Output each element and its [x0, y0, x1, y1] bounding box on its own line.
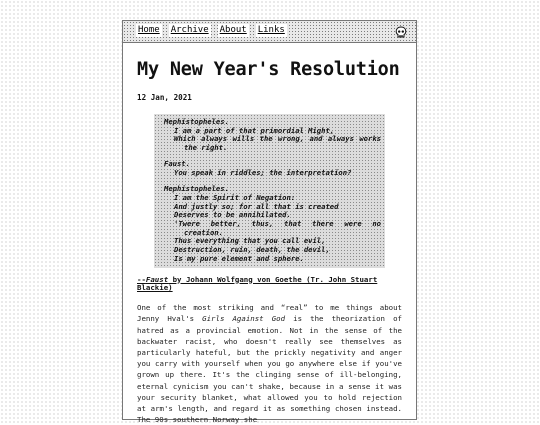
nav-links [136, 24, 287, 37]
quote-speaker: Faust. [164, 159, 190, 169]
quote-stanza [164, 160, 381, 177]
skull-icon[interactable] [395, 24, 407, 37]
page-card [122, 20, 417, 425]
paragraph-text: One of the most striking and “real” to me things about Jenny Hval's [137, 303, 402, 324]
quote-stanza [164, 118, 381, 153]
quote-speaker: Mephistopheles. [164, 117, 229, 126]
attribution-author: by Johann Wolfgang von Goethe (Tr. John Stuart Blackie) [137, 274, 378, 293]
quote-line: Thus everything that you call evil, [174, 236, 326, 246]
quote-line: Deserves to be annihilated. [174, 210, 291, 220]
post-content [123, 43, 416, 425]
nav-links-link[interactable]: Links [257, 25, 285, 35]
attribution-prefix: -- [137, 274, 146, 284]
quote-line: I am a part of that primordial Might, [174, 125, 335, 135]
paragraph-text: is the theorization of hatred as a provincial emotion. Not in the sense of the backwater racist, who doesn't really see themselves as particularly hateful, but the prickly negativity and anger you carry with yourself when you go anywhere else if you've grown up there. It's the clinging sense of ill-belonging, eternal cynicism you can't shake, because in a sense it was your security blanket, what allowed you to hold rejection at arm's length, and regard it as something chosen instead. The 90s southern Norway she [137, 314, 402, 425]
quote-speaker: Mephistopheles. [164, 184, 229, 194]
book-title: Girls Against God [202, 314, 286, 324]
top-navbar [123, 21, 416, 43]
quote-stanza [164, 185, 381, 263]
post-date: 12 Jan, 2021 [137, 93, 192, 102]
nav-archive-link[interactable]: Archive [170, 25, 209, 35]
quote-line: I am the Spirit of Negation: [174, 192, 296, 202]
nav-about-link[interactable]: About [219, 25, 247, 35]
quote-line: Which always wills the wrong, and always works the right. [174, 134, 381, 153]
post-title: My New Year's Resolution [137, 59, 400, 80]
quote-line: And justly so; for all that is created [174, 201, 339, 211]
epigraph-blockquote [154, 114, 385, 268]
attribution-work-title: Faust [145, 274, 169, 284]
quote-line: Destruction, ruin, death, the devil, [174, 245, 330, 255]
post-paragraph [137, 302, 402, 425]
quote-line: You speak in riddles; the interpretation? [174, 168, 352, 178]
nav-home-link[interactable]: Home [138, 25, 160, 35]
quote-line: 'Twere better, thus, that there were no creation. [174, 219, 381, 237]
quote-line: Is my pure element and sphere. [174, 253, 304, 263]
quote-attribution-link[interactable] [137, 276, 402, 294]
